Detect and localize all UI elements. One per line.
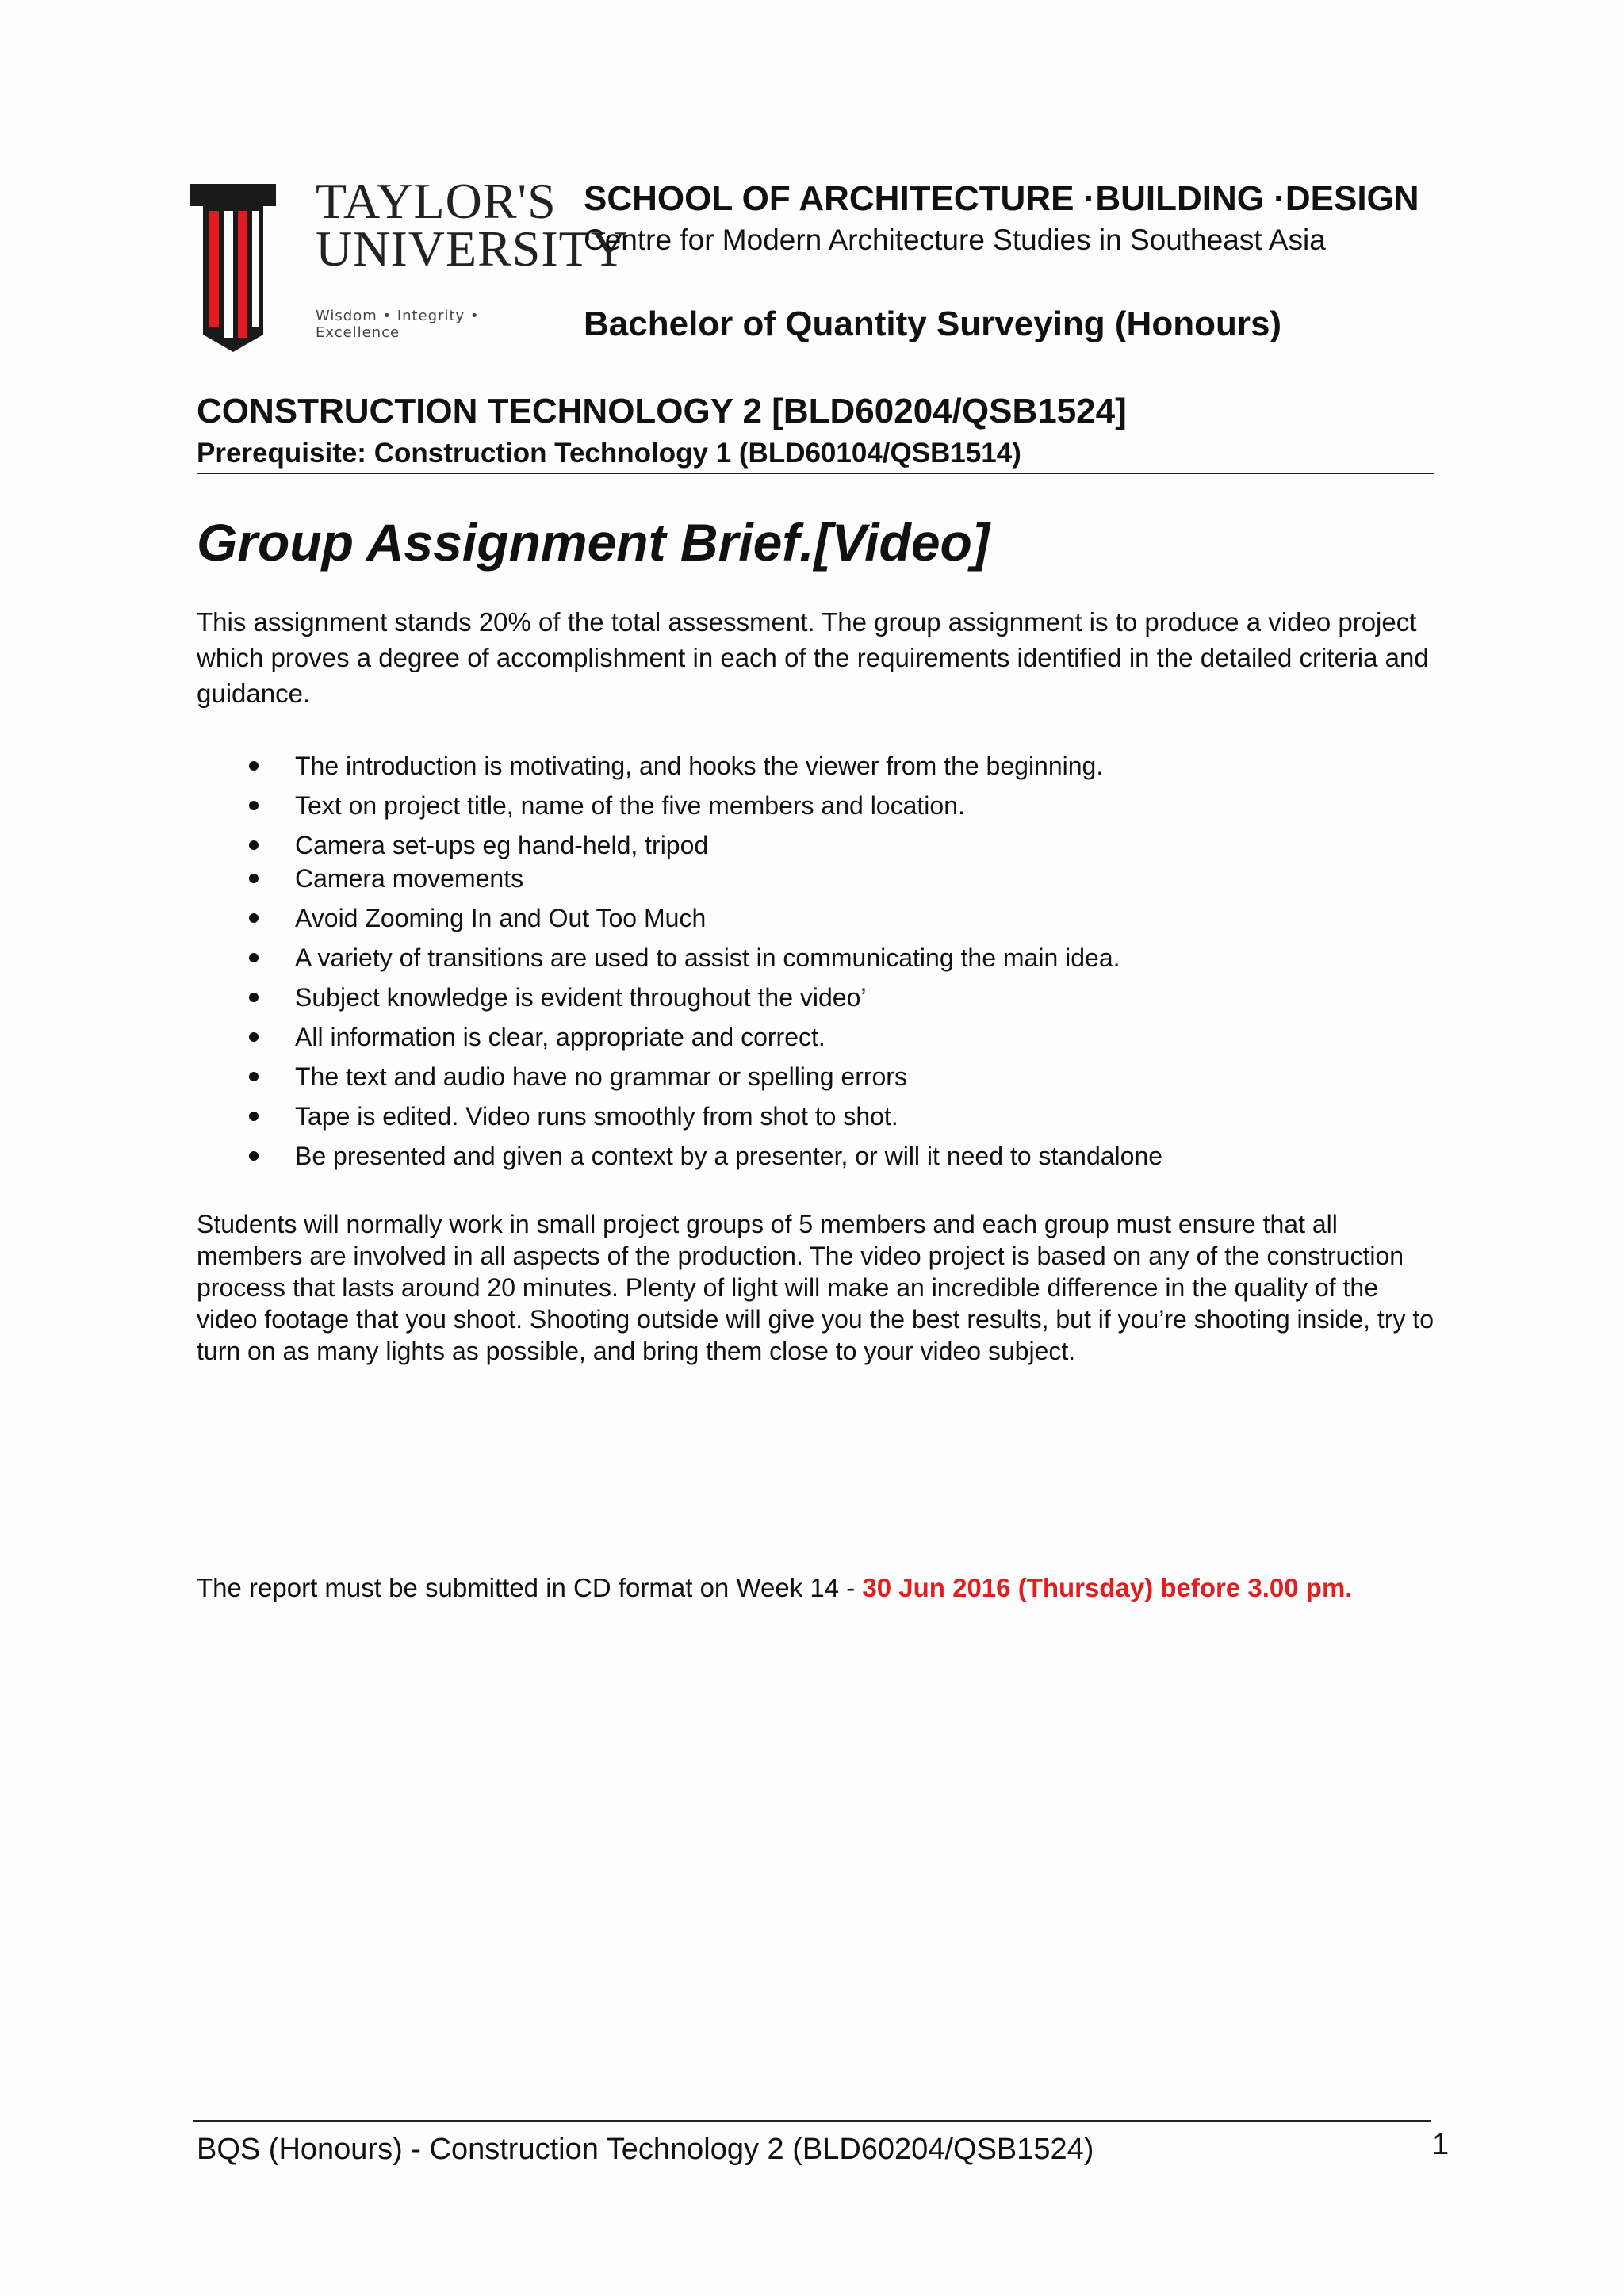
- criterion-text: All information is clear, appropriate and correct.: [295, 1023, 825, 1051]
- criterion-text: Camera set-ups eg hand-held, tripod: [295, 831, 709, 859]
- criterion-text: Camera movements: [295, 864, 524, 893]
- submission-text: The report must be submitted in CD format on Week 14 -: [197, 1573, 863, 1602]
- intro-paragraph: This assignment stands 20% of the total assessment. The group assignment is to produce a video project which proves a degree of accomplishment in each of the requirements identified in the detailed criteria and guidance.: [197, 607, 1429, 708]
- school-name: SCHOOL OF ARCHITECTURE ·BUILDING ·DESIGN: [584, 179, 1419, 218]
- criterion-text: Tape is edited. Video runs smoothly from shot to shot.: [295, 1102, 898, 1131]
- programme-name: Bachelor of Quantity Surveying (Honours): [584, 304, 1282, 343]
- bullet-icon: [249, 913, 259, 923]
- criterion-text: The introduction is motivating, and hooks the viewer from the beginning.: [295, 752, 1104, 780]
- footer-text: BQS (Honours) - Construction Technology 2 (BLD60204/QSB1524): [197, 2133, 1094, 2166]
- list-item: [197, 1059, 1434, 1099]
- submission-deadline: 30 Jun 2016 (Thursday) before 3.00 pm.: [862, 1573, 1353, 1602]
- body-paragraph: Students will normally work in small project groups of 5 members and each group must ensure that all members are involved in all aspects of the production. The video project is based on any of the construction process that lasts around 20 minutes. Plenty of light will make an incredible difference in the quality of the video footage that you shoot. Shooting outside will give you the best results, but if you’re shooting inside, try to turn on as many lights as possible, and bring them close to your video subject.: [197, 1210, 1434, 1365]
- logo-tagline: Wisdom • Integrity • Excellence: [316, 308, 480, 341]
- bullet-icon: [249, 801, 259, 810]
- bullet-icon: [249, 953, 259, 962]
- list-item: [197, 748, 1434, 788]
- list-item: [197, 1099, 1434, 1138]
- criterion-text: A variety of transitions are used to assist in communicating the main idea.: [295, 943, 1120, 972]
- prerequisite: Prerequisite: Construction Technology 1 (BLD60104/QSB1514): [197, 438, 1021, 469]
- criterion-text: Subject knowledge is evident throughout the video’: [295, 983, 867, 1012]
- bullet-icon: [249, 1072, 259, 1081]
- bullet-icon: [249, 874, 259, 883]
- bullet-icon: [249, 993, 259, 1002]
- page-number: 1: [1432, 2128, 1450, 2161]
- bullet-icon: [249, 761, 259, 771]
- list-item: [197, 980, 1434, 1020]
- course-title: CONSTRUCTION TECHNOLOGY 2 [BLD60204/QSB1524]: [197, 392, 1127, 430]
- list-item: [197, 1138, 1434, 1178]
- list-item: [197, 861, 1434, 901]
- logo-name-line2: UNIVERSITY: [316, 220, 628, 277]
- footer-divider: [193, 2120, 1431, 2122]
- bullet-icon: [249, 1032, 259, 1042]
- criteria-list: [197, 748, 1434, 1178]
- criterion-text: Avoid Zooming In and Out Too Much: [295, 904, 707, 932]
- criterion-text: Text on project title, name of the five members and location.: [295, 791, 965, 820]
- centre-name: Centre for Modern Architecture Studies in Southeast Asia: [584, 224, 1326, 256]
- university-logo-mark: [190, 184, 276, 352]
- list-item: [197, 901, 1434, 940]
- page-title: Group Assignment Brief.[Video]: [197, 513, 990, 572]
- list-item: [197, 940, 1434, 980]
- logo-name-line1: TAYLOR'S: [316, 173, 557, 229]
- bullet-icon: [249, 1151, 259, 1161]
- university-wordmark: [316, 173, 628, 341]
- list-item: [197, 1020, 1434, 1059]
- bullet-icon: [249, 1112, 259, 1121]
- submission-note: [197, 1573, 1352, 1603]
- list-item: [197, 788, 1434, 828]
- list-item: [197, 828, 1434, 861]
- header-divider: [197, 473, 1434, 474]
- criterion-text: Be presented and given a context by a presenter, or will it need to standalone: [295, 1142, 1163, 1170]
- criterion-text: The text and audio have no grammar or spelling errors: [295, 1062, 907, 1091]
- bullet-icon: [249, 840, 259, 850]
